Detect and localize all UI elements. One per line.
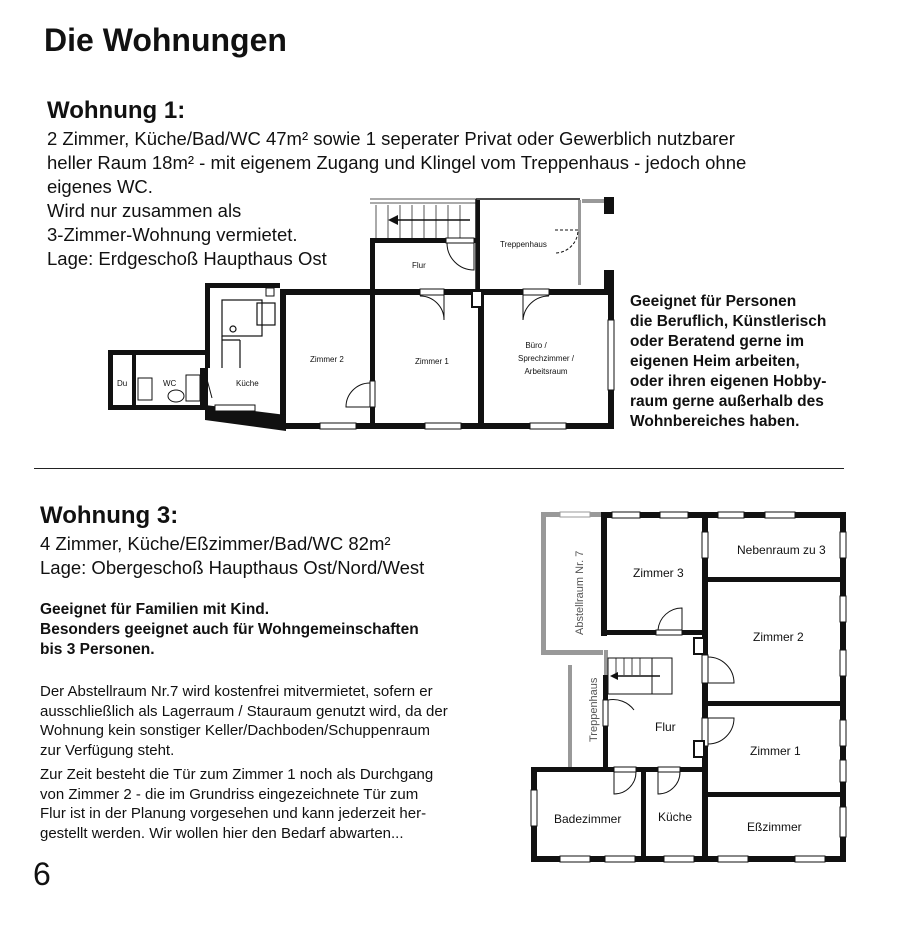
note-line: Besonders geeignet auch für Wohngemeinschaften xyxy=(40,621,419,638)
plan-label: Zimmer 1 xyxy=(750,744,801,758)
note-line: bis 3 Personen. xyxy=(40,641,155,658)
note-line: Geeignet für Familien mit Kind. xyxy=(40,601,270,618)
plan-label: Treppenhaus xyxy=(588,677,600,742)
plan-label: Flur xyxy=(412,261,426,270)
plan-label: Badezimmer xyxy=(554,812,622,826)
text-line: eigenes WC. xyxy=(47,176,153,197)
plan-label: Büro / xyxy=(525,341,547,350)
floor-plan-wohnung3 xyxy=(0,470,900,870)
plan-label: Zimmer 2 xyxy=(310,355,344,364)
text-line: Der Abstellraum Nr.7 wird kostenfrei mitvermietet, sofern er xyxy=(40,683,433,700)
text-line: 3-Zimmer-Wohnung vermietet. xyxy=(47,224,298,245)
text-line: Wohnung kein sonstiger Keller/Dachboden/Schuppenraum xyxy=(40,722,430,739)
plan-label: Eßzimmer xyxy=(747,820,802,834)
plan-label: Küche xyxy=(658,810,693,824)
plan-label: Abstellraum Nr. 7 xyxy=(574,550,586,635)
plan-label: Flur xyxy=(655,720,676,734)
text-line: gestellt werden. Wir wollen hier den Bedarf abwarten... xyxy=(40,824,404,842)
plan-label: Arbeitsraum xyxy=(524,367,568,376)
text-line: Lage: Obergeschoß Haupthaus Ost/Nord/West xyxy=(40,557,425,578)
page-title: Die Wohnungen xyxy=(44,22,287,58)
text-line: ausschließlich als Lagerraum / Stauraum genutzt wird, da der xyxy=(40,702,448,720)
plan-label: Du xyxy=(117,379,128,388)
note-line: die Beruflich, Künstlerisch xyxy=(630,313,827,330)
text-line: Wird nur zusammen als xyxy=(47,200,242,221)
plan-label: Zimmer 1 xyxy=(415,357,449,366)
note-line: raum gerne außerhalb des xyxy=(630,393,824,410)
text-line: heller Raum 18m² - mit eigenem Zugang und Klingel vom Treppenhaus - jedoch ohne xyxy=(47,152,747,173)
plan-label: Zimmer 2 xyxy=(753,630,804,644)
plan-label: Zimmer 3 xyxy=(633,566,684,580)
text-line: 2 Zimmer, Küche/Bad/WC 47m² sowie 1 seperater Privat oder Gewerblich nutzbarer xyxy=(47,128,735,149)
note-line: Geeignet für Personen xyxy=(630,293,797,310)
note-line: oder ihren eigenen Hobby- xyxy=(630,373,827,390)
floor-plan-wohnung1 xyxy=(0,0,900,470)
wohnung3-heading: Wohnung 3: xyxy=(40,502,179,529)
plan-label: WC xyxy=(163,379,177,388)
plan-label: Sprechzimmer / xyxy=(517,354,575,363)
text-line: von Zimmer 2 - die im Grundriss eingezeichnete Tür zum xyxy=(40,785,419,803)
text-line: zur Verfügung steht. xyxy=(40,741,175,759)
note-line: eigenen Heim arbeiten, xyxy=(630,353,800,370)
section-divider xyxy=(34,468,844,469)
stair-lines xyxy=(370,199,476,238)
note-line: oder Beratend gerne im xyxy=(630,333,804,350)
plan-label: Nebenraum zu 3 xyxy=(737,543,826,557)
text-line: 4 Zimmer, Küche/Eßzimmer/Bad/WC 82m² xyxy=(40,533,391,554)
wohnung1-heading: Wohnung 1: xyxy=(47,97,186,124)
plan-label: Küche xyxy=(236,379,259,388)
page-number: 6 xyxy=(33,856,51,892)
text-line: Flur ist in der Planung vorgesehen und kann jederzeit her- xyxy=(40,805,427,822)
note-line: Wohnbereiches haben. xyxy=(630,413,800,430)
plan-label: Treppenhaus xyxy=(500,240,547,249)
text-line: Zur Zeit besteht die Tür zum Zimmer 1 noch als Durchgang xyxy=(40,766,434,783)
text-line: Lage: Erdgeschoß Haupthaus Ost xyxy=(47,248,327,269)
